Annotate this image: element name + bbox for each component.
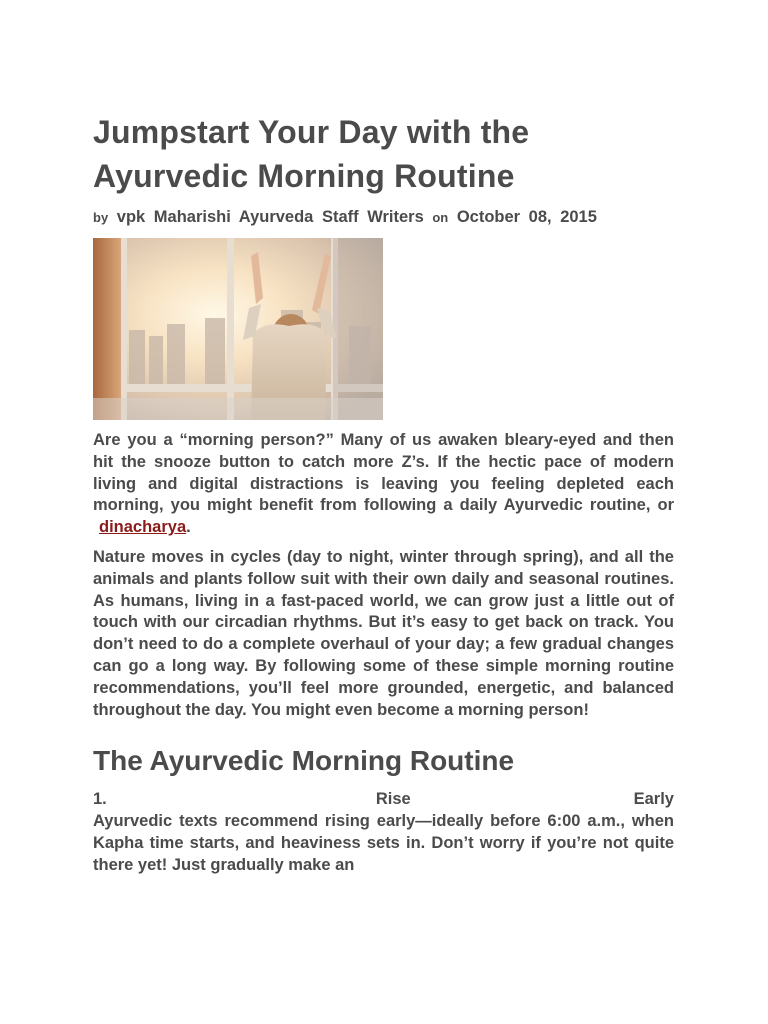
byline-by: by (93, 210, 109, 225)
byline (93, 206, 674, 229)
step-1-number: 1. (93, 790, 107, 809)
article (93, 110, 674, 885)
step-1-heading (93, 789, 674, 811)
step-1-text: Ayurvedic texts recommend rising early—ideally before 6:00 a.m., when Kapha time starts, and heaviness sets in. Don’t worry if you’re not quite there yet! Just gradually make an (93, 812, 674, 874)
byline-on: on (432, 210, 449, 225)
article-title: Jumpstart Your Day with the Ayurvedic Morning Routine (93, 114, 530, 194)
dinacharya-link[interactable]: dinacharya (99, 518, 187, 537)
byline-author: vpk Maharishi Ayurveda Staff Writers (116, 208, 424, 226)
section-title: The Ayurvedic Morning Routine (93, 745, 515, 777)
woman-stretching-at-window-photo (93, 238, 383, 420)
nature-paragraph: Nature moves in cycles (day to night, winter through spring), and all the animals and plants follow suit with their own daily and seasonal routines. As humans, living in a fast-paced world, we can grow just a little out of touch with our circadian rhythms. But it’s easy to get back on track. You don’t need to do a complete overhaul of your day; a few gradual changes can go a long way. By following some of these simple morning routine recommendations, you’ll feel more grounded, energetic, and balanced throughout the day. You might even become a morning person! (93, 547, 674, 719)
hero-image (93, 238, 383, 420)
step-1-word-rise: Rise (375, 790, 411, 809)
intro-paragraph (93, 430, 674, 539)
intro-period: . (186, 518, 191, 537)
intro-text: Are you a “morning person?” Many of us awaken bleary-eyed and then hit the snooze button to catch more Z’s. If the hectic pace of modern living and digital distractions is leaving you feeling depleted each morning, you might benefit from following a daily Ayurvedic routine, or (93, 431, 674, 515)
byline-date: October 08, 2015 (456, 208, 597, 226)
step-1-word-early: Early (633, 790, 674, 809)
